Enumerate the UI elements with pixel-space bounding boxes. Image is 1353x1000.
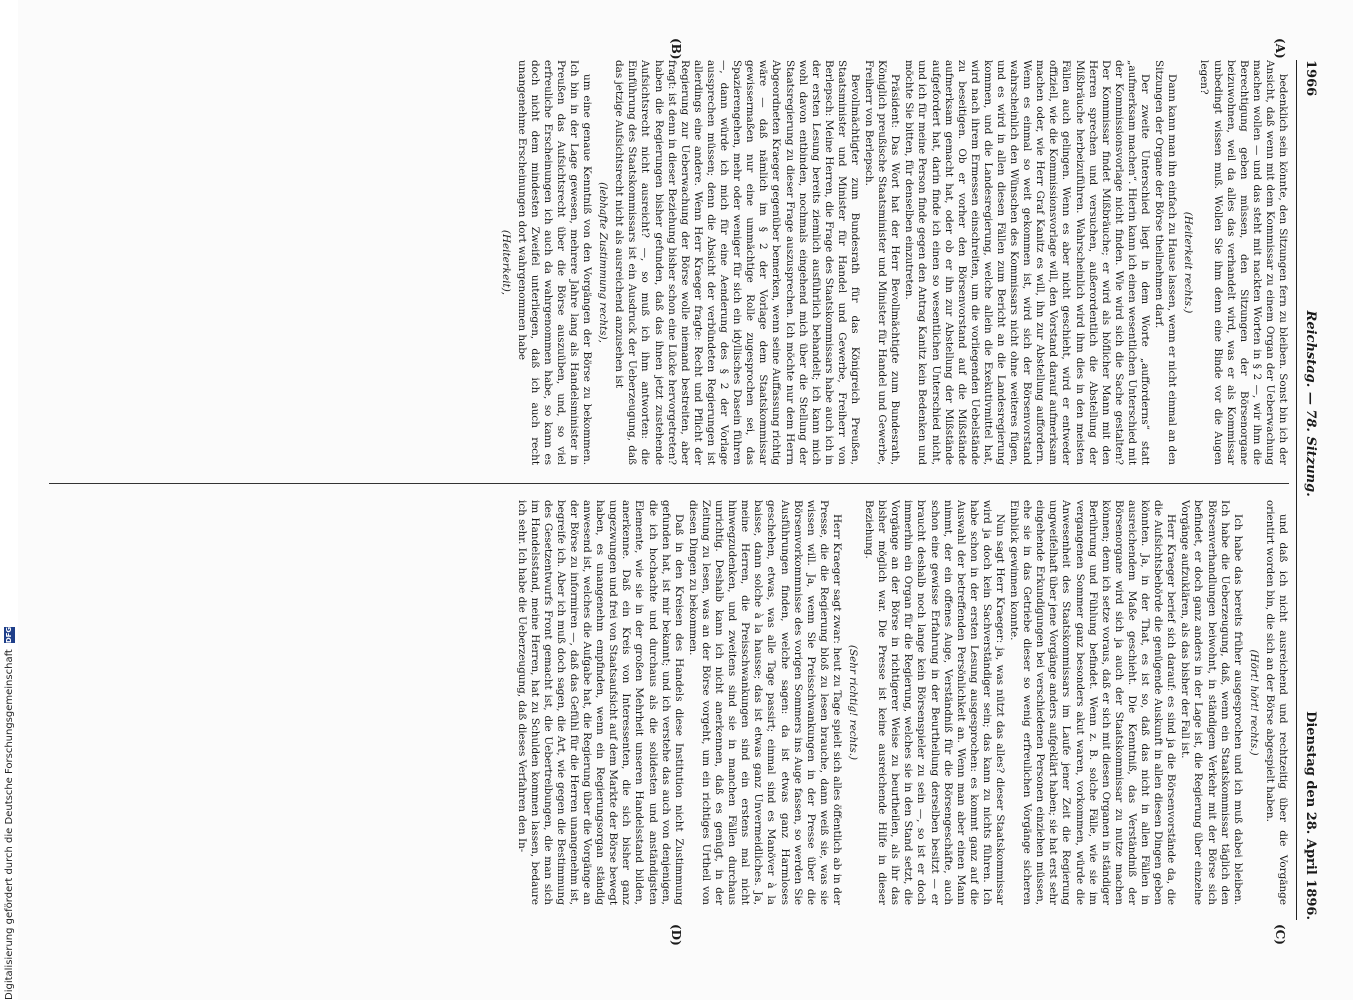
interjection: (lebhafte Zustimmung rechts), xyxy=(597,182,610,343)
paragraph: Herr Kraeger sagt zwar: heut zu Tage spielt sich alles öffentlich ab in der Presse, die die Regierung bloß zu lesen brauche, dann weiß sie, was sie wissen will. Ja, wenn Sie Preisschwankungen in der Presse über die Börsenvorkommnisse des vorigen Sommers ins Auge fassen, so werden Sie Ausführungen finden, welche sagen: da ist etwas ganz Harmloses geschehen, etwas, was alle Tage passirt; einmal sind es Manöver à la baisse, dann solche à la hausse; das ist etwas ganz Unvermeidliches. Ja, meine Herren, die Preisschwankungen sind ein erstens mal nicht hinwegzudenken, und zweitens sind sie in manchen Fällen durchaus unrichtig. Deshalb kann ich nicht anerkennen, daß es genügt, in der Zeitung zu lesen, was an der Börse vorgeht, um ein richtiges Urtheil von diesen Dingen zu bekommen. xyxy=(686,500,843,905)
left-column xyxy=(49,60,1289,465)
header-title: Reichstag. — 78. Sitzung. xyxy=(1303,310,1319,497)
header-date: Dienstag den 28. April 1896. xyxy=(1303,711,1319,920)
paragraph: Daß in den Kreisen des Handels diese Institution nicht Zustimmung gefunden hat, ist mir bekannt; und ich verstehe das auch von denjenigen, die ich hochachte und durchaus als die solidesten und anständigsten Elemente, wie sie in der großen Mehrheit unseren Handelsstand bilden, anerkenne. Daß ein Kreis von Interessenten, die sich bisher ganz ungezwungen und frei von Staatsaufsicht auf dem Markte der Börse bewegt haben, es unangenehm empfinden, wenn ein Regierungsorgan ständig anwesend ist, welches die Aufgabe hat, die Regierung über die Vorgänge an der Börse zu informiren —, daß das Gefühl für die Herren unangenehm ist, begreife ich. Aber ich muß doch sagen, die Art, wie gegen die Bestimmung des Gesetzentwurfs Front gemacht ist, die Uebertreibungen, die man sich im Handelsstand, meine Herren, hat zu Schulden kommen lassen, bedaure ich sehr. Ich habe die Ueberzeugung, daß dieses Verfahren den In- xyxy=(515,500,685,905)
paragraph: Ich habe das bereits früher ausgesprochen und ich muß dabei bleiben. Ich habe die Ueberzeugung, daß, wenn ein Staatskommissar täglich den Börsenverhandlungen beiwohnt, in ständigem Verkehr mit der Börse sich befindet, er doch ganz anders in der Lage ist, die Regierung über einzelne Vorgänge aufzuklären, als das bisher der Fall ist. xyxy=(1179,500,1244,905)
page-header xyxy=(1299,60,1323,920)
paragraph: Der zweite Unterschied liegt in dem Worte „aufforderns“ statt „aufmerksam machen“. Hierin kann ich einen wesentlichen Unterschied mit der Kommissionsvorlage nicht finden. Wie wird sich die Sache gestalten? Der Kommissar findet Mißbräuche; er wird als höflicher Mann mit den Herren sprechen und versuchen, außerordentlich die Abstellung der Mißbräuche herbeizuführen. Wahrscheinlich wird ihm dies in den meisten Fällen auch gelingen. Wenn es aber nicht geschieht, wird er entweder offiziell, wie die Kommissionsvorlage will, den Vorstand darauf aufmerksam machen oder, wie Herr Graf Kanitz es will, ihn zur Abstellung auffordern. Wenn es einmal so weit gekommen ist, wird sich der Börsenvorstand wahrscheinlich den Wünschen des Kommissars nicht ohne weiteres fügen, und es wird in allen diesen Fällen zum Bericht an die Landesregierung kommen, und die Landesregierung, welche allein die Exekutivmittel hat, wird nach ihrem Ermessen einschreiten, um die vorliegenden Uebelstände zu beseitigen. Ob er vorher den Börsenvorstand auf die Mißstände aufmerksam gemacht hat, oder ob er ihn zur Abstellung der Mißstände aufgefordert hat, darin finde ich einen so wesentlichen Unterschied nicht, und ich für meine Person finde gegen den Antrag Kanitz kein Bedenken und möchte Sie bitten, für denselben einzutreten. xyxy=(903,60,1152,465)
interjection: (Heiterkeit rechts.) xyxy=(1182,211,1195,314)
scanned-page xyxy=(18,0,1353,1000)
column-divider xyxy=(49,483,1289,484)
header-rule xyxy=(1296,60,1297,920)
paragraph: Dann kann man ihn einfach zu Hause lassen, wenn er nicht einmal an den Sitzungen der Organe der Börse theilnehmen darf. xyxy=(1153,60,1179,465)
paragraph: und daß ich nicht ausreichend und rechtzeitig über die Vorgänge orientirt worden bin, die sich an der Börse abgespielt haben. xyxy=(1263,500,1289,905)
paragraph: bedenklich sein könnte, den Sitzungen fern zu bleiben. Sonst bin ich der Ansicht, daß wenn mit dem Kommissar zu einem Organ der Ueberwachung machen wollen — und das steht mit nackten Worten in § 2 —, wir ihm die Berechtigung geben müssen, den Sitzungen der Börsenorgane beizuwohnen, weil da alles das verhandelt wird, was er als Kommissar unbedingt wissen muß. Wollen Sie ihm denn eine Binde vor die Augen legen? xyxy=(1198,60,1289,465)
interjection: (Sehr richtig! rechts.) xyxy=(847,644,859,761)
page-number: 1966 xyxy=(1303,60,1319,97)
rotated-page-content xyxy=(33,38,1323,946)
dfg-logo-icon: DFG xyxy=(4,626,13,644)
paragraph: um eine genaue Kenntniß von den Vorgängen der Börse zu bekommen. Ich bin in der Lage gewesen, mehrere Jahre lang als Handelsminister in Preußen das Aufsichtsrecht über die Börse auszuüben, und, so viel erfreuliche Erscheinungen ich auch da wahrgenommen habe, so kann es doch nicht dem mindesten Zweifel unterliegen, daß ich auch recht unangenehme Erscheinungen dort wahrgenommen habe xyxy=(515,60,594,465)
paragraph: Präsident: Das Wort hat der Herr Bevollmächtigte zum Bundesrath, Königlich preußische Staatsminister und Minister für Handel und Gewerbe, Freiherr von Berlepsch. xyxy=(863,60,902,465)
marker-a: (A) xyxy=(1273,38,1287,59)
interjection: (Hört! hört! rechts.) xyxy=(1247,649,1260,756)
funding-note xyxy=(0,0,18,1000)
paragraph: Herr Kraeger berief sich darauf: es sind ja die Börsenvorstände da, die die Aufsichtsbehörde die genügende Auskunft in allen diesen Dingen geben könnten. Ja, in der That, es ist so, daß das nicht in allen Fällen in ausreichendem Maße geschieht. Die Kenntniß, das Verständniß der Börsenorgane wird sich ja auch der Staatskommissar zu nutze machen können; denn ich setze voraus, daß er sich mit diesen Organen in ständiger Berührung und Fühlung befindet. Wenn z. B. solche Fälle, wie sie im vergangenen Sommer ganz besonders akut waren, vorkommen, würde die Anwesenheit des Staatskommissars im Laufe jener Zeit die Regierung ungweifelhaft über jene Vorgänge anders aufgeklärt haben; sie hat erst sehr eingehende Erkundigungen bei verschiedenen Personen einziehen müssen, ehe sie in das Getriebe dieser so wenig erfreulichen Vorgänge sicheren Einblick gewinnen konnte. xyxy=(1008,500,1178,905)
paragraph: Nun sagt Herr Kraeger: ja, was nützt das alles? dieser Staatskommissar wird ja doch kein Sachverständiger sein; das kann zu nichts führen. Ich habe schon in der ersten Lesung ausgesprochen: es kommt ganz auf die Auswahl der betreffenden Persönlichkeit an. Wenn man aber einen Mann nimmt, der ein offenes Auge, Verständniß für die Börsengeschäfte, auch schon eine gewisse Erfahrung in der Beurtheilung derselben besitzt — er braucht deshalb noch lange kein Börsenspieler zu sein —, so ist er doch immerhin ein Organ für die Regierung, welches sie in den Stand setzt, die Vorgänge an der Börse in richtigerer Weise zu beurtheilen, als ihr das bisher möglich war. Die Presse ist keine ausreichende Hilfe in dieser Beziehung. xyxy=(863,500,1007,905)
right-column xyxy=(49,500,1289,905)
funding-text: Digitalisierung gefördert durch die Deutsche Forschungsgemeinschaft xyxy=(3,649,15,1000)
marker-c: (C) xyxy=(1273,924,1287,945)
interjection: (Heiterkeit), xyxy=(499,229,512,296)
paragraph: Bevollmächtigter zum Bundesrath für das Königreich Preußen, Staatsminister und Minister für Handel und Gewerbe, Freiherr von Berlepsch: Meine Herren, die Frage des Staatskommissars habe auch ich in der ersten Lesung bereits ziemlich ausführlich behandelt; ich kann mich wohl davon entbinden, nochmals eingehend mich über die Stellung der Staatsregierung zu dieser Frage auszusprechen. Ich möchte nur dem Herrn Abgeordneten Kraeger gegenüber bemerken, wenn seine Auffassung richtig wäre — daß nämlich im § 2 der Vorlage dem Staatskommissar gewissermaßen nur eine ummächtige Rolle zugesprochen sei, das Spazierengehen, mehr oder weniger für sich ein idyllisches Dasein führen —, dann würde ich mich für eine Aenderung des § 2 der Vorlage aussprechen müssen; denn die Absicht der verbündeten Regierungen ist allerdings eine andere. Wenn Herr Kraeger fragte: Recht und Pflicht der Regierung zur Ueberwachung der Börse wolle niemand bestreiten, aber fragt: ist denn in dieser Beziehung bisher schon eine Lücke hervorgetreten? haben die Regierungen bisher gefunden, daß das ihnen jetzt zustehende Aufsichtsrecht nicht ausreicht? —, so muß ich ihm antworten: die Einführung des Staatskommissars ist ein Ausdruck der Ueberzeugung, daß das jetzige Aufsichtsrecht nicht als ausreichend anzusehen ist xyxy=(613,60,861,465)
marker-d: (D) xyxy=(669,924,683,946)
marker-b: (B) xyxy=(669,38,683,60)
